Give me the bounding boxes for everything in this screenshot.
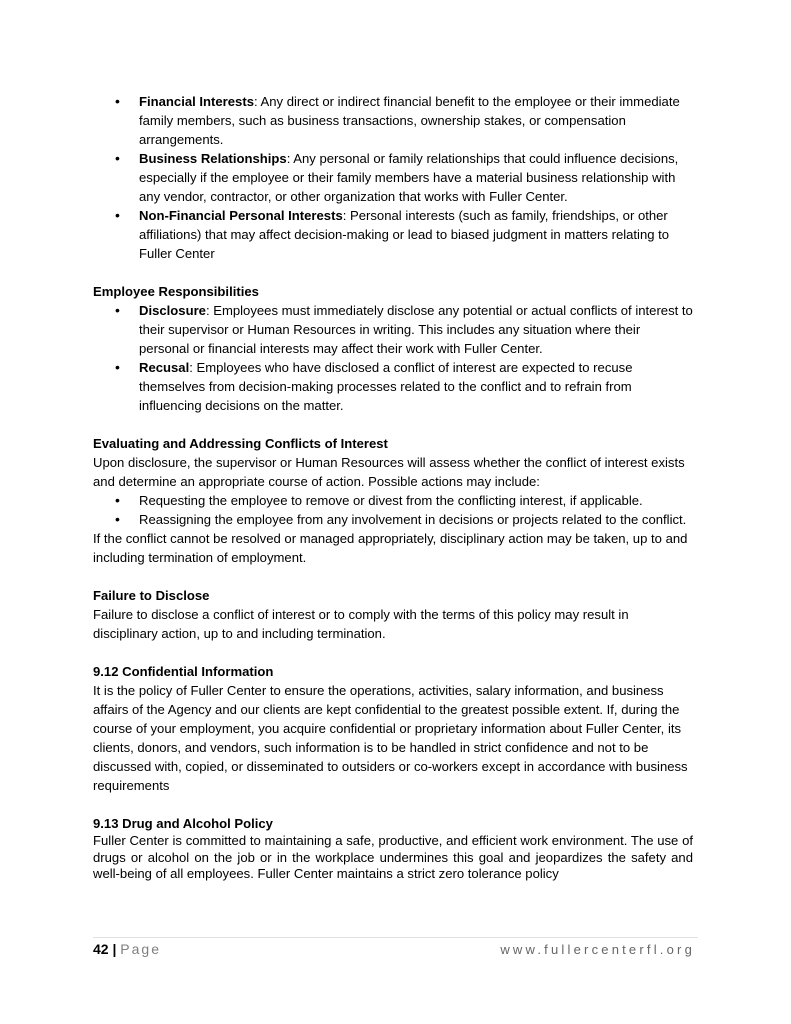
list-item: • Reassigning the employee from any involvement in decisions or projects related to the conflict. [93, 510, 693, 529]
employee-responsibilities-section [93, 282, 693, 415]
list-item [93, 149, 693, 206]
failure-section [93, 586, 693, 643]
term-description: : Employees must immediately disclose any potential or actual conflicts of interest to their supervisor or Human Resources in writing. This includes any situation where their personal or financial interests may affect their work with Fuller Center. [139, 303, 693, 356]
evaluating-section [93, 434, 693, 567]
page-number: 42 [93, 941, 109, 957]
list-item [93, 358, 693, 415]
footer-divider [93, 937, 698, 938]
section-heading: Failure to Disclose [93, 588, 210, 603]
term-label: Disclosure [139, 303, 206, 318]
section-heading: 9.13 Drug and Alcohol Policy [93, 816, 273, 831]
term-description: : Any personal or family relationships that could influence decisions, especially if the employee or their family members have a material business relationship with any vendor, contractor, or other organization that works with Fuller Center. [139, 151, 679, 204]
page-separator: | [108, 941, 121, 957]
term-description: : Employees who have disclosed a conflict of interest are expected to recuse themselves from decision-making processes related to the conflict and to refrain from influencing decisions on the matter. [139, 360, 633, 413]
list-item: • Requesting the employee to remove or divest from the conflicting interest, if applicable. [93, 491, 693, 510]
section-heading: 9.12 Confidential Information [93, 664, 274, 679]
section-heading: Evaluating and Addressing Conflicts of Interest [93, 436, 388, 451]
paragraph: Failure to disclose a conflict of interest or to comply with the terms of this policy may result in disciplinary action, up to and including termination. [93, 607, 629, 641]
term-description: : Any direct or indirect financial benefit to the employee or their immediate family members, such as business transactions, ownership stakes, or compensation arrangements. [139, 94, 680, 147]
interest-types-list [93, 92, 693, 263]
page-label: Page [120, 941, 161, 957]
drug-policy-section [93, 814, 693, 883]
page-footer-number [93, 941, 161, 957]
list-item [93, 92, 693, 149]
actions-list [93, 491, 693, 529]
paragraph: It is the policy of Fuller Center to ensure the operations, activities, salary information, and business affairs of the Agency and our clients are kept confidential to the greatest possible extent. If, during the course of your employment, you acquire confidential or proprietary information about Fuller Center, its clients, donors, and vendors, such information is to be handled in strict confidence and not to be discussed with, copied, or disseminated to outsiders or co-workers except in accordance with business requirements [93, 683, 688, 793]
term-label: Business Relationships [139, 151, 287, 166]
term-label: Non-Financial Personal Interests [139, 208, 343, 223]
list-item [93, 301, 693, 358]
section-heading: Employee Responsibilities [93, 284, 259, 299]
paragraph: Fuller Center is committed to maintaining a safe, productive, and efficient work environment. The use of drugs or alcohol on the job or in the workplace undermines this goal and jeopardizes the safety and well-being of all employees. Fuller Center maintains a strict zero tolerance policy [93, 833, 693, 881]
term-label: Recusal [139, 360, 190, 375]
term-description: : Personal interests (such as family, friendships, or other affiliations) that may affect decision-making or lead to biased judgment in matters relating to Fuller Center [139, 208, 670, 261]
confidential-section [93, 662, 693, 795]
term-label: Financial Interests [139, 94, 254, 109]
document-page [93, 92, 693, 883]
footer-website: www.fullercenterfl.org [500, 942, 695, 957]
list-item [93, 206, 693, 263]
paragraph: Upon disclosure, the supervisor or Human Resources will assess whether the conflict of interest exists and determine an appropriate course of action. Possible actions may include: [93, 455, 685, 489]
responsibilities-list [93, 301, 693, 415]
paragraph: If the conflict cannot be resolved or managed appropriately, disciplinary action may be taken, up to and including termination of employment. [93, 531, 688, 565]
